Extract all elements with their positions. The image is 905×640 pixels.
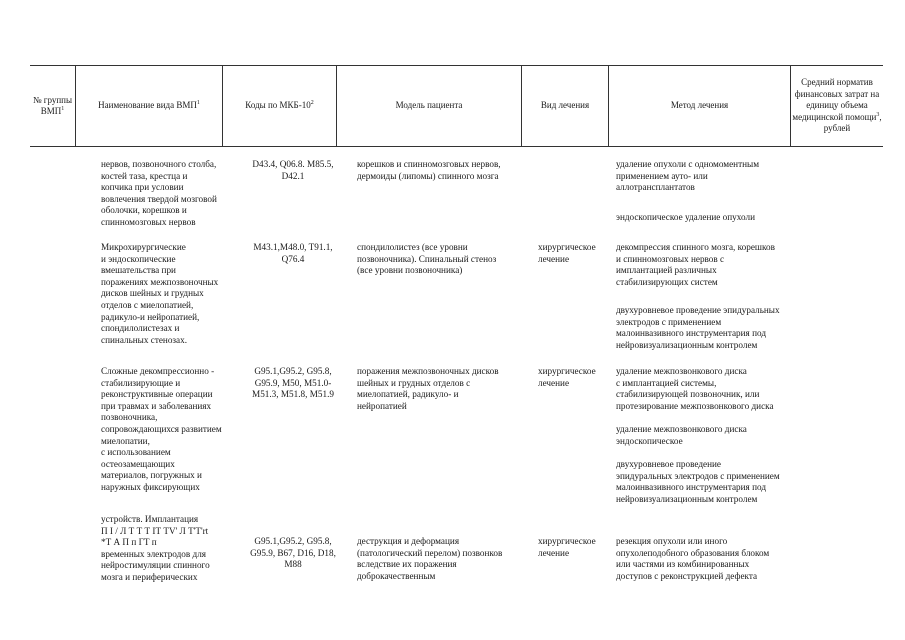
- row3-treatment-type: хирургическое лечение: [538, 366, 596, 388]
- row3-method-3: двухуровневое проведение эпидуральных электродов с применением малоинвазивного инструментария под нейровизуализационным контролем: [616, 459, 780, 504]
- row1-patient-model: корешков и спинномозговых нервов, дермоиды (липомы) спинного мозга: [357, 159, 501, 181]
- row4-icd-codes: G95.1,G95.2, G95.8, G95.9, B67, D16, D18, M88: [250, 536, 336, 570]
- row2-method-1: декомпрессия спинного мозга, корешков и спинномозговых нервов с имплантацией различных стабилизирующих систем: [616, 242, 775, 287]
- row2-icd-codes: M43.1,M48.0, T91.1, Q76.4: [253, 242, 333, 264]
- row4-method-1: резекция опухоли или иного опухолеподобного образования блоком или частями из комбинированных доступов с реконструкцией дефекта: [616, 536, 770, 581]
- row2-method-2: двухуровневое проведение эпидуральных электродов с применением малоинвазивного инструментария под нейровизуализационным контролем: [616, 305, 780, 350]
- row3-vmp-name: Сложные декомпрессионно - стабилизирующие и реконструктивные операции при травмах и заболеваниях позвоночника, сопровождающихся развитием миелопатии, с использованием остеозамещающих материалов, погружных и наружных фиксирующих: [101, 366, 222, 492]
- row4-patient-model: деструкция и деформация (патологический перелом) позвонков вследствие их поражения доброкачественным: [357, 536, 503, 581]
- header-treatment-method-text: Метод лечения: [670, 100, 729, 111]
- row2-treatment-type: хирургическое лечение: [538, 242, 596, 264]
- header-group-number: [30, 66, 75, 146]
- header-treatment-type-text: Вид лечения: [540, 100, 590, 111]
- row1-vmp-name: нервов, позвоночного столба, костей таза, крестца и копчика при условии вовлечения твердой мозговой оболочки, корешков и спинномозговых нервов: [101, 159, 217, 227]
- header-group-number-text: № группы ВМП$^1$: [32, 94, 73, 116]
- header-vmp-name-text: Наименование вида ВМП$^1$: [98, 100, 200, 111]
- header-icd-codes: [223, 66, 336, 146]
- row3-method-1: удаление межпозвонкового диска с имплантацией системы, стабилизирующей позвоночник, или протезирование межпозвонкового диска: [616, 366, 774, 411]
- row2-patient-model: спондилолистез (все уровни позвоночника). Спинальный стеноз (все уровни позвоночника): [357, 242, 497, 276]
- row4-vmp-name: устройств. Имплантация П I / Л Т Т Т IТ ТV' Л Т'Т'rt *Т А П п ГТ п временных электродов для нейростимуляции спинного мозга и периферических: [101, 514, 210, 582]
- header-average-cost: [791, 66, 883, 146]
- header-average-cost-text: Средний норматив финансовых затрат на единицу объема медицинской помощи$^3$, рублей: [792, 77, 882, 134]
- row3-method-2: удаление межпозвонкового диска эндоскопическое: [616, 424, 747, 446]
- row1-icd-codes: D43.4, Q06.8. M85.5, D42.1: [252, 159, 334, 181]
- header-bottom-rule: [30, 146, 883, 147]
- row4-treatment-type: хирургическое лечение: [538, 536, 596, 558]
- header-icd-codes-text: Коды по МКБ-$10^2$: [245, 100, 314, 111]
- row3-icd-codes: G95.1,G95.2, G95.8, G95.9, M50, M51.0- M51.3, M51.8, M51.9: [252, 366, 334, 400]
- header-treatment-type: [522, 66, 608, 146]
- header-vmp-name: [76, 66, 222, 146]
- header-patient-model: [337, 66, 521, 146]
- header-patient-model-text: Модель пациента: [395, 100, 463, 111]
- row2-vmp-name: Микрохирургические и эндоскопические вмешательства при поражениях межпозвоночных дисков шейных и грудных отделов с миелопатией, радикуло-и нейропатией, спондилолистезах и спинальных стенозах.: [101, 242, 219, 345]
- row1-method-2: эндоскопическое удаление опухоли: [616, 212, 755, 222]
- header-treatment-method: [609, 66, 790, 146]
- row3-patient-model: поражения межпозвоночных дисков шейных и грудных отделов с миелопатией, радикуло- и нейропатией: [357, 366, 499, 411]
- row1-method-1: удаление опухоли с одномоментным применением ауто- или аллотрансплантатов: [616, 159, 760, 193]
